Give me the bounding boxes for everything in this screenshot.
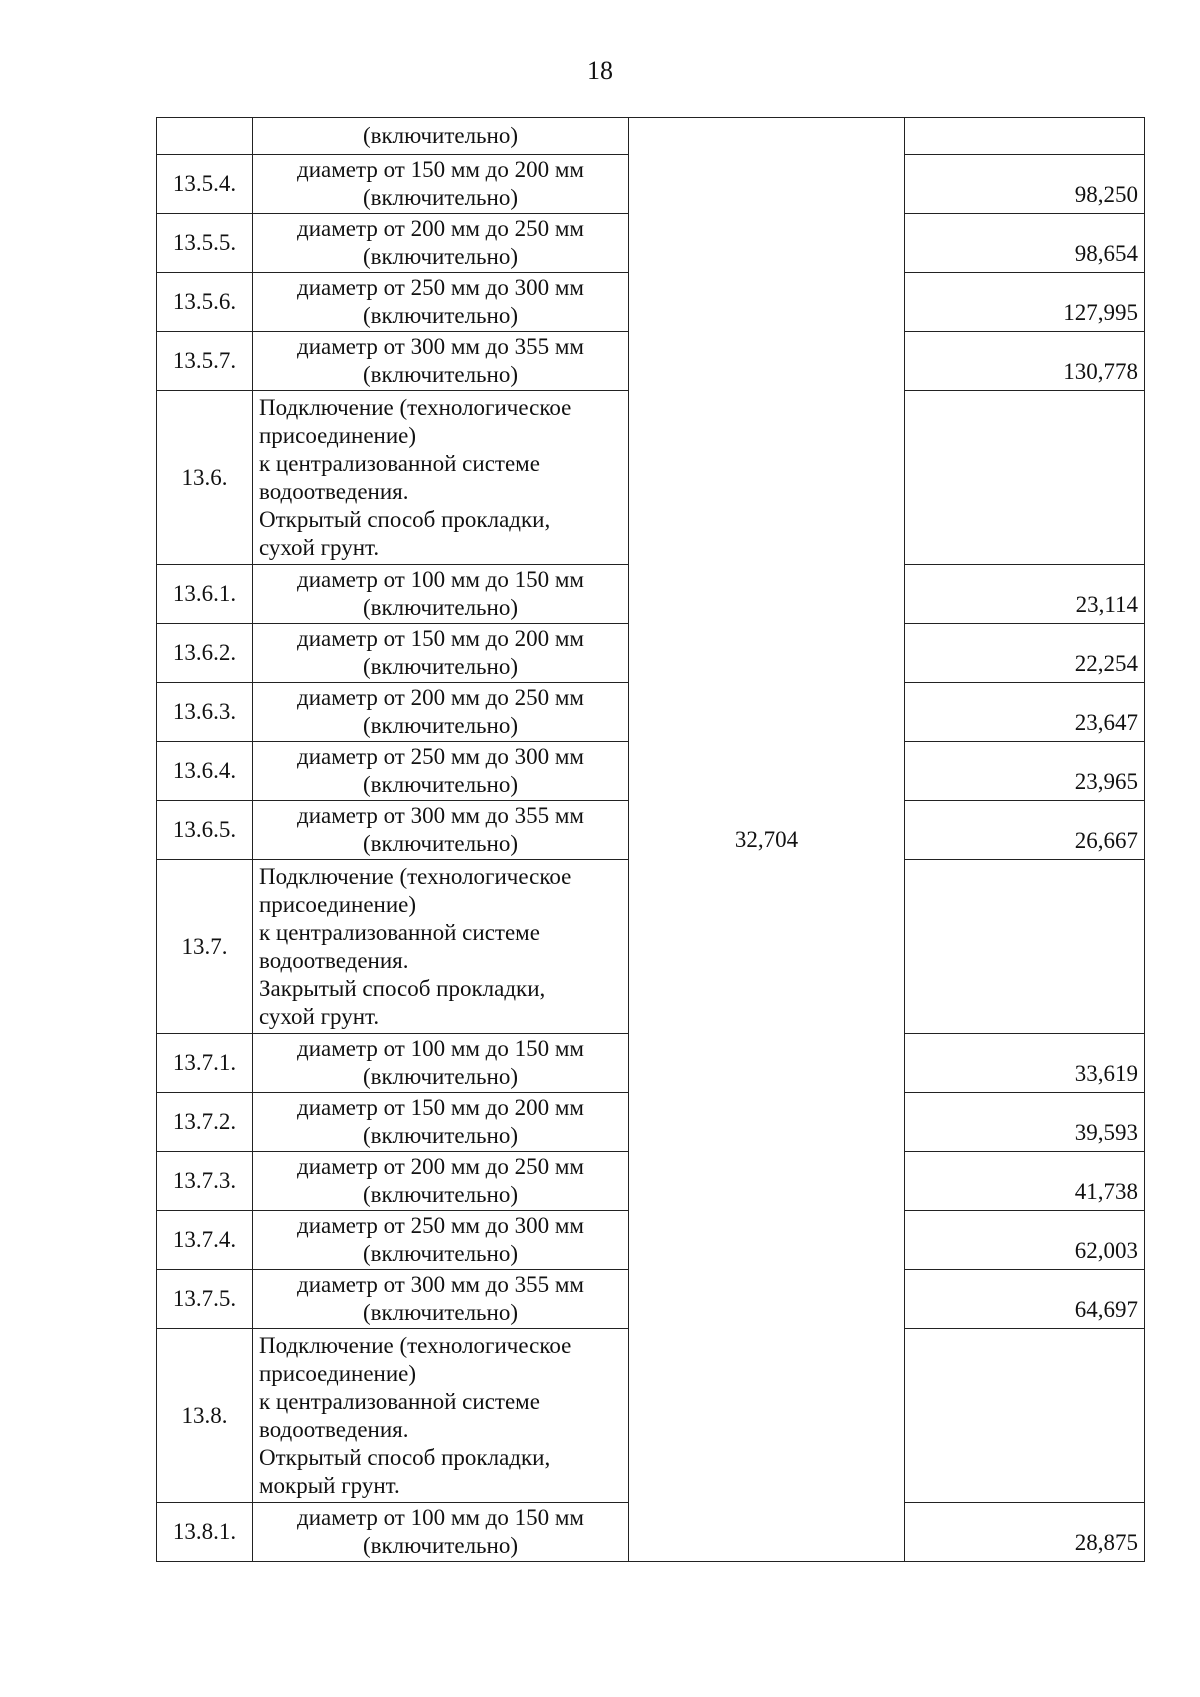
row-value-cell: 23,114 <box>905 565 1145 624</box>
row-description-cell: (включительно) <box>253 118 629 155</box>
section-description-cell: Подключение (технологическое присоединение) к централизованной системе водоотведения. Закрытый способ прокладки, сухой грунт. <box>253 860 629 1034</box>
row-number-cell: 13.6. <box>157 391 253 565</box>
row-number-cell: 13.7.1. <box>157 1034 253 1093</box>
row-description-cell: диаметр от 100 мм до 150 мм (включительно) <box>253 1034 629 1093</box>
row-number-cell: 13.7.3. <box>157 1152 253 1211</box>
row-number-cell: 13.6.5. <box>157 801 253 860</box>
connection-rate-cell <box>629 118 905 1562</box>
row-number-cell: 13.7.5. <box>157 1270 253 1329</box>
row-number-cell: 13.6.4. <box>157 742 253 801</box>
section-description-cell: Подключение (технологическое присоединение) к централизованной системе водоотведения. Открытый способ прокладки, сухой грунт. <box>253 391 629 565</box>
section-description-cell: Подключение (технологическое присоединение) к централизованной системе водоотведения. Открытый способ прокладки, мокрый грунт. <box>253 1329 629 1503</box>
row-description-cell: диаметр от 150 мм до 200 мм (включительно) <box>253 624 629 683</box>
row-value-cell: 22,254 <box>905 624 1145 683</box>
row-description-cell: диаметр от 300 мм до 355 мм (включительно) <box>253 1270 629 1329</box>
row-value-cell: 33,619 <box>905 1034 1145 1093</box>
table-row <box>157 118 1145 155</box>
row-value-cell <box>905 1329 1145 1503</box>
row-number-cell: 13.6.2. <box>157 624 253 683</box>
row-description-cell: диаметр от 250 мм до 300 мм (включительно) <box>253 1211 629 1270</box>
row-number-cell: 13.5.5. <box>157 214 253 273</box>
row-value-cell: 41,738 <box>905 1152 1145 1211</box>
row-description-cell: диаметр от 150 мм до 200 мм (включительно) <box>253 155 629 214</box>
row-number-cell: 13.7.2. <box>157 1093 253 1152</box>
row-number-cell: 13.8. <box>157 1329 253 1503</box>
row-description-cell: диаметр от 250 мм до 300 мм (включительно) <box>253 742 629 801</box>
row-description-cell: диаметр от 100 мм до 150 мм (включительно) <box>253 1503 629 1562</box>
tariff-table <box>156 117 1145 1562</box>
row-value-cell: 130,778 <box>905 332 1145 391</box>
row-value-cell <box>905 118 1145 155</box>
row-number-cell: 13.7. <box>157 860 253 1034</box>
row-value-cell: 39,593 <box>905 1093 1145 1152</box>
row-number-cell: 13.5.4. <box>157 155 253 214</box>
row-description-cell: диаметр от 100 мм до 150 мм (включительно) <box>253 565 629 624</box>
row-number-cell <box>157 118 253 155</box>
connection-rate-value: 32,704 <box>734 826 799 852</box>
row-value-cell <box>905 860 1145 1034</box>
row-description-cell: диаметр от 200 мм до 250 мм (включительно) <box>253 683 629 742</box>
row-value-cell: 26,667 <box>905 801 1145 860</box>
row-value-cell: 28,875 <box>905 1503 1145 1562</box>
row-value-cell: 98,250 <box>905 155 1145 214</box>
row-value-cell: 62,003 <box>905 1211 1145 1270</box>
row-number-cell: 13.5.7. <box>157 332 253 391</box>
row-description-cell: диаметр от 200 мм до 250 мм (включительно) <box>253 214 629 273</box>
row-value-cell: 127,995 <box>905 273 1145 332</box>
row-number-cell: 13.6.1. <box>157 565 253 624</box>
row-description-cell: диаметр от 150 мм до 200 мм (включительно) <box>253 1093 629 1152</box>
row-description-cell: диаметр от 200 мм до 250 мм (включительно) <box>253 1152 629 1211</box>
page-number: 18 <box>587 56 613 85</box>
row-value-cell <box>905 391 1145 565</box>
row-number-cell: 13.5.6. <box>157 273 253 332</box>
row-value-cell: 98,654 <box>905 214 1145 273</box>
table-body <box>157 118 1145 1562</box>
row-number-cell: 13.8.1. <box>157 1503 253 1562</box>
row-value-cell: 23,965 <box>905 742 1145 801</box>
row-number-cell: 13.6.3. <box>157 683 253 742</box>
row-value-cell: 23,647 <box>905 683 1145 742</box>
row-value-cell: 64,697 <box>905 1270 1145 1329</box>
row-description-cell: диаметр от 250 мм до 300 мм (включительно) <box>253 273 629 332</box>
row-number-cell: 13.7.4. <box>157 1211 253 1270</box>
row-description-cell: диаметр от 300 мм до 355 мм (включительно) <box>253 801 629 860</box>
row-description-cell: диаметр от 300 мм до 355 мм (включительно) <box>253 332 629 391</box>
